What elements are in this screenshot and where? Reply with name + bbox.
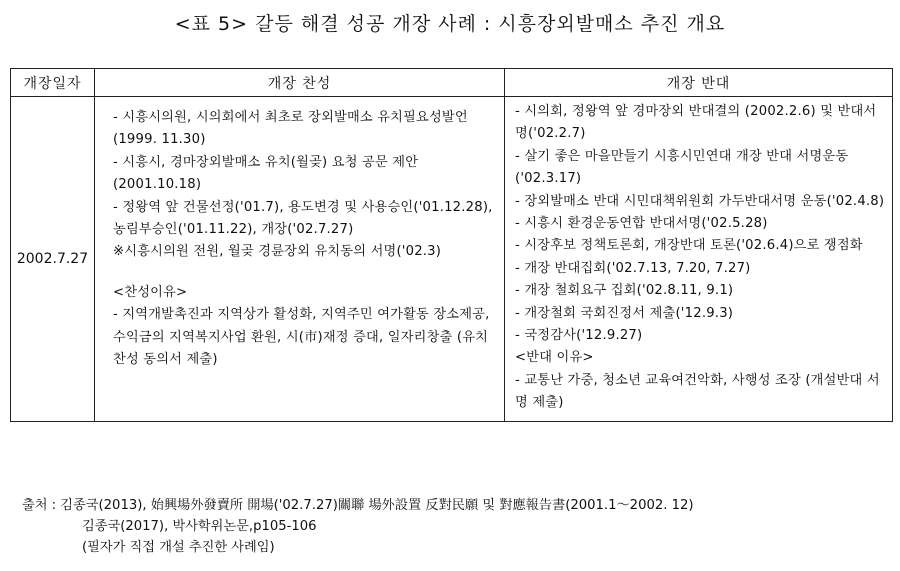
header-date: 개장일자 [11, 69, 95, 97]
oppose-reason-item: - 교통난 가중, 청소년 교육여건악화, 사행성 조장 (개설반대 서명 제출) [515, 372, 880, 411]
approve-reason-list [113, 304, 498, 371]
source-line: (필자가 직접 개설 추진한 사례임) [82, 540, 275, 555]
source-note [22, 495, 694, 558]
approve-item: - 정왕역 앞 건물선정('01.7), 용도변경 및 사용승인('01.12.28),농림부승인('01.11.22), 개장('02.7.27) [113, 199, 493, 238]
summary-table [10, 68, 893, 422]
header-oppose: 개장 반대 [505, 69, 893, 97]
oppose-item: - 시흥시 환경운동연합 반대서명('02.5.28) [515, 216, 768, 232]
source-line: 출처 : 김종국(2013), 始興場外發賣所 開場('02.7.27)關聯 場外設置 反對民願 및 對應報告書(2001.1～2002. 12) [22, 498, 694, 513]
table-title: <표 5> 갈등 해결 성공 개장 사례 : 시흥장외발매소 추진 개요 [174, 13, 726, 35]
oppose-item: - 개장철회 국회진정서 제출('12.9.3) [515, 305, 734, 321]
approve-item: - 시흥시, 경마장외발매소 유치(월곶) 요청 공문 제안(2001.10.18) [113, 154, 419, 193]
oppose-item: - 시장후보 정책토론회, 개장반대 토론('02.6.4)으로 쟁점화 [515, 238, 863, 254]
opening-date-cell: 2002.7.27 [11, 97, 95, 422]
oppose-item: - 개장 철회요구 집회('02.8.11, 9.1) [515, 283, 734, 299]
approve-item: ※시흥시의원 전원, 월곶 경륜장외 유치동의 서명('02.3) [113, 244, 442, 260]
oppose-cell [505, 97, 893, 422]
oppose-item: - 국정감사('12.9.27) [515, 328, 643, 344]
approve-reason-item: - 지역개발촉진과 지역상가 활성화, 지역주민 여가활동 장소제공, 수익금의 지역복지사업 환원, 시(市)재정 증대, 일자리창출 (유치찬성 동의서 제출) [113, 307, 490, 368]
source-line: 김종국(2017), 박사학위논문,p105-106 [82, 519, 317, 534]
approve-list [113, 107, 498, 264]
table-header-row [11, 69, 893, 97]
approve-cell [95, 97, 505, 422]
table-body-row [11, 97, 893, 422]
oppose-list [515, 101, 886, 347]
oppose-item: - 개장 반대집회('02.7.13, 7.20, 7.27) [515, 260, 751, 276]
oppose-item: - 시의회, 정왕역 앞 경마장외 반대결의 (2002.2.6) 및 반대서명('02.2.7) [515, 104, 877, 142]
oppose-reason-list [515, 370, 886, 415]
oppose-reason-heading: <반대 이유> [515, 350, 594, 366]
oppose-item: - 장외발매소 반대 시민대책위원회 가두반대서명 운동('02.4.8) [515, 193, 885, 209]
header-approve: 개장 찬성 [95, 69, 505, 97]
oppose-item: - 살기 좋은 마을만들기 시흥시민연대 개장 반대 서명운동('02.3.17) [515, 148, 849, 187]
approve-reason-heading: <찬성이유> [113, 284, 188, 300]
approve-item: - 시흥시의원, 시의회에서 최초로 장외발매소 유치필요성발언(1999. 11.30) [113, 110, 468, 148]
